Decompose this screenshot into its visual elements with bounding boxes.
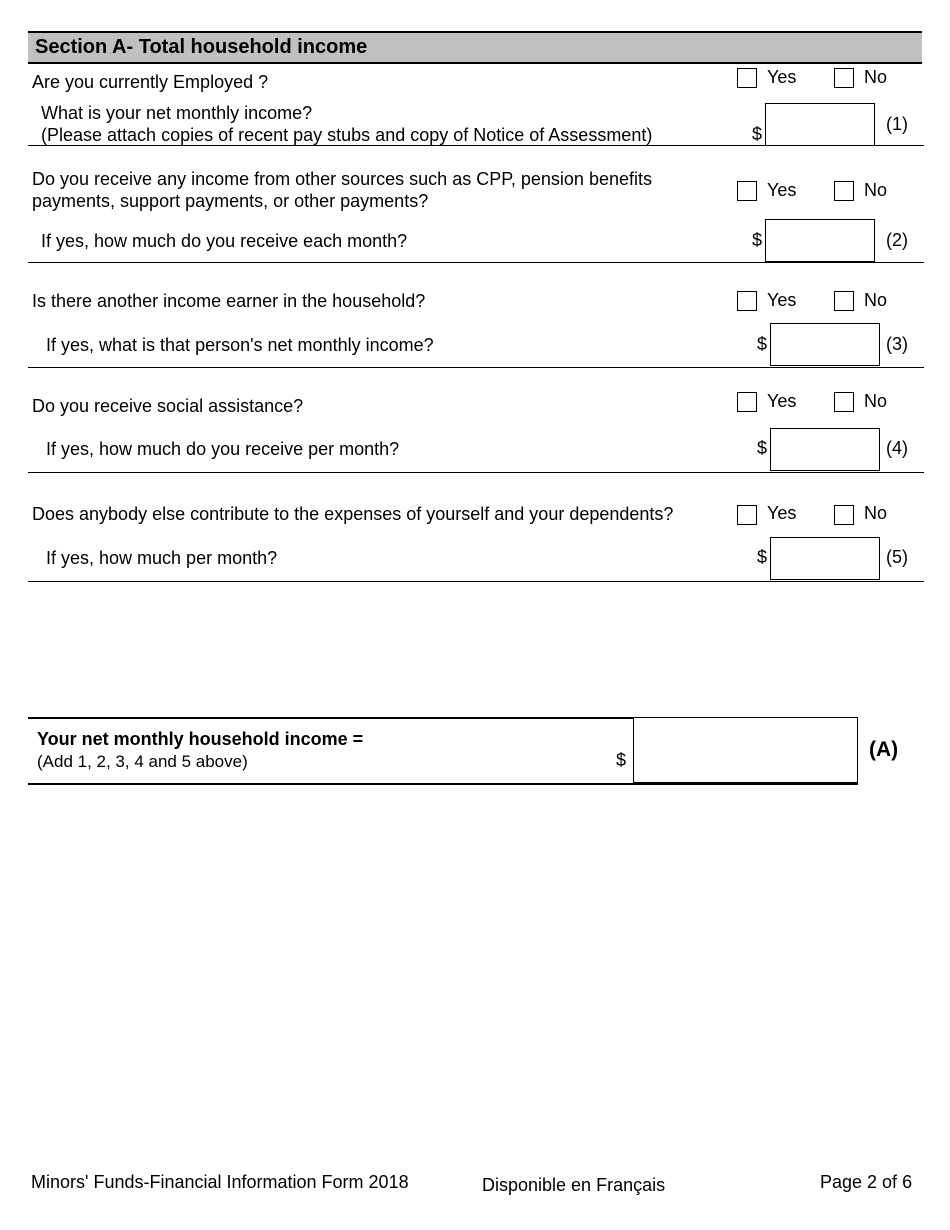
social-assistance-yes-checkbox[interactable]: [737, 392, 757, 412]
question-other-sources-line1: Do you receive any income from other sources such as CPP, pension benefits: [32, 169, 652, 189]
income-field-3[interactable]: [770, 323, 880, 366]
social-assistance-amount-question: If yes, how much do you receive per month?: [46, 439, 400, 459]
question-another-earner: Is there another income earner in the household?: [32, 291, 426, 311]
social-assistance-yes-label: Yes: [767, 391, 797, 411]
ref-2: (2): [886, 230, 908, 250]
ref-4: (4): [886, 438, 908, 458]
ref-3: (3): [886, 334, 908, 354]
footer-form-title: Minors' Funds-Financial Information Form 2018: [31, 1172, 409, 1192]
other-sources-no-label: No: [864, 180, 888, 200]
question-other-sources-line2: payments, support payments, or other payments?: [32, 191, 429, 211]
another-earner-income-question: If yes, what is that person's net monthly income?: [46, 335, 434, 355]
contribution-no-checkbox[interactable]: [834, 505, 854, 525]
total-dollar-sign: $: [616, 750, 627, 770]
question-contribution: Does anybody else contribute to the expenses of yourself and your dependents?: [32, 504, 674, 524]
other-sources-yes-checkbox[interactable]: [737, 181, 757, 201]
divider: [28, 367, 924, 368]
dollar-sign-5: $: [757, 547, 768, 567]
ref-1: (1): [886, 114, 908, 134]
income-field-1[interactable]: [765, 103, 875, 146]
employed-income-question: What is your net monthly income?: [41, 103, 313, 123]
total-income-field[interactable]: [633, 717, 858, 783]
employed-no-checkbox[interactable]: [834, 68, 854, 88]
question-social-assistance: Do you receive social assistance?: [32, 396, 304, 416]
contribution-no-label: No: [864, 503, 888, 523]
ref-5: (5): [886, 547, 908, 567]
contribution-amount-question: If yes, how much per month?: [46, 548, 278, 568]
divider: [28, 581, 924, 582]
another-earner-yes-label: Yes: [767, 290, 797, 310]
employed-yes-checkbox[interactable]: [737, 68, 757, 88]
income-field-4[interactable]: [770, 428, 880, 471]
social-assistance-no-label: No: [864, 391, 888, 411]
dollar-sign-3: $: [757, 334, 768, 354]
other-sources-amount-question: If yes, how much do you receive each month?: [41, 231, 408, 251]
employed-income-note: (Please attach copies of recent pay stubs and copy of Notice of Assessment): [41, 125, 653, 145]
contribution-yes-label: Yes: [767, 503, 797, 523]
social-assistance-no-checkbox[interactable]: [834, 392, 854, 412]
section-title: Section A- Total household income: [35, 36, 368, 58]
income-field-5[interactable]: [770, 537, 880, 580]
total-ref: (A): [869, 738, 899, 761]
dollar-sign-2: $: [752, 230, 763, 250]
divider: [28, 145, 924, 146]
divider: [28, 262, 924, 263]
another-earner-no-checkbox[interactable]: [834, 291, 854, 311]
footer-language-note: Disponible en Français: [482, 1175, 666, 1195]
total-note: (Add 1, 2, 3, 4 and 5 above): [37, 752, 248, 771]
another-earner-no-label: No: [864, 290, 888, 310]
question-employed: Are you currently Employed ?: [32, 72, 269, 92]
footer-page-number: Page 2 of 6: [820, 1172, 913, 1192]
other-sources-no-checkbox[interactable]: [834, 181, 854, 201]
employed-yes-label: Yes: [767, 67, 797, 87]
income-field-2[interactable]: [765, 219, 875, 262]
dollar-sign-4: $: [757, 438, 768, 458]
another-earner-yes-checkbox[interactable]: [737, 291, 757, 311]
employed-no-label: No: [864, 67, 888, 87]
contribution-yes-checkbox[interactable]: [737, 505, 757, 525]
other-sources-yes-label: Yes: [767, 180, 797, 200]
total-label: Your net monthly household income =: [37, 729, 364, 749]
dollar-sign-1: $: [752, 124, 763, 144]
section-header: [28, 31, 922, 64]
divider: [28, 472, 924, 473]
